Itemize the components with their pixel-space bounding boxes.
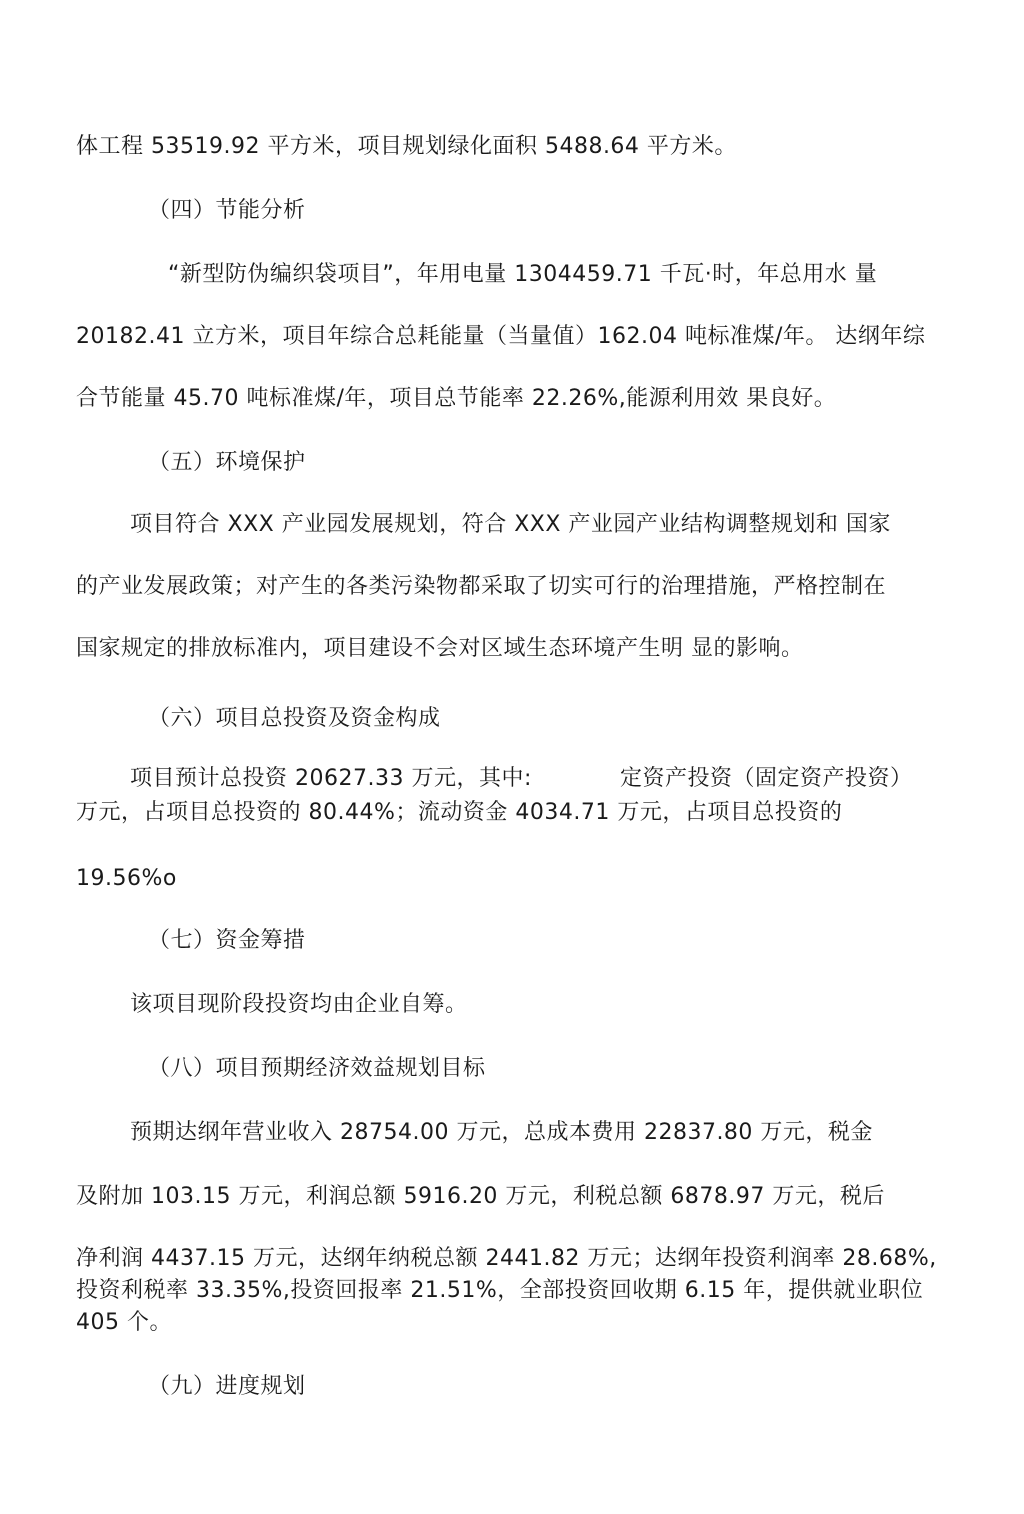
paragraph-environment-line-1: 项目符合 XXX 产业园发展规划，符合 XXX 产业园产业结构调整规划和 国家 — [130, 512, 891, 537]
paragraph-energy-line-2: 20182.41 立方米，项目年综合总耗能量（当量值）162.04 吨标准煤/年。 达纲年综 — [76, 324, 926, 349]
paragraph-investment-line-1b: 定资产投资（固定资产投资） — [620, 766, 913, 791]
section-heading-environment: （五）环境保护 — [148, 450, 306, 475]
section-heading-schedule: （九）进度规划 — [148, 1374, 306, 1399]
section-heading-investment: （六）项目总投资及资金构成 — [148, 706, 441, 731]
section-heading-financing: （七）资金筹措 — [148, 928, 306, 953]
paragraph-economic-line-4: 投资利税率 33.35%,投资回报率 21.51%，全部投资回收期 6.15 年，提供就业职位 — [76, 1278, 924, 1303]
paragraph-environment-line-3: 国家规定的排放标准内，项目建设不会对区域生态环境产生明 显的影响。 — [76, 636, 804, 661]
paragraph-energy-line-3: 合节能量 45.70 吨标准煤/年，项目总节能率 22.26%,能源利用效 果良好。 — [76, 386, 837, 411]
paragraph-energy-line-1: “新型防伪编织袋项目”，年用电量 1304459.71 千瓦·时，年总用水 量 — [168, 262, 878, 287]
paragraph-investment-line-2: 万元，占项目总投资的 80.44%；流动资金 4034.71 万元，占项目总投资的 — [76, 800, 843, 825]
paragraph-financing-line-1: 该项目现阶段投资均由企业自筹。 — [130, 992, 468, 1017]
paragraph-area-line: 体工程 53519.92 平方米，项目规划绿化面积 5488.64 平方米。 — [76, 134, 737, 159]
section-heading-economic-goals: （八）项目预期经济效益规划目标 — [148, 1056, 486, 1081]
paragraph-economic-line-3: 净利润 4437.15 万元，达纲年纳税总额 2441.82 万元；达纲年投资利润率 28.68%, — [76, 1246, 937, 1271]
paragraph-economic-line-2: 及附加 103.15 万元，利润总额 5916.20 万元，利税总额 6878.97 万元，税后 — [76, 1184, 885, 1209]
paragraph-economic-line-5: 405 个。 — [76, 1310, 172, 1335]
paragraph-investment-line-1a: 项目预计总投资 20627.33 万元，其中: — [130, 766, 532, 791]
paragraph-investment-line-3: 19.56%o — [76, 866, 177, 891]
paragraph-economic-line-1: 预期达纲年营业收入 28754.00 万元，总成本费用 22837.80 万元，税金 — [130, 1120, 873, 1145]
section-heading-energy: （四）节能分析 — [148, 198, 306, 223]
paragraph-environment-line-2: 的产业发展政策；对产生的各类污染物都采取了切实可行的治理措施，严格控制在 — [76, 574, 887, 599]
